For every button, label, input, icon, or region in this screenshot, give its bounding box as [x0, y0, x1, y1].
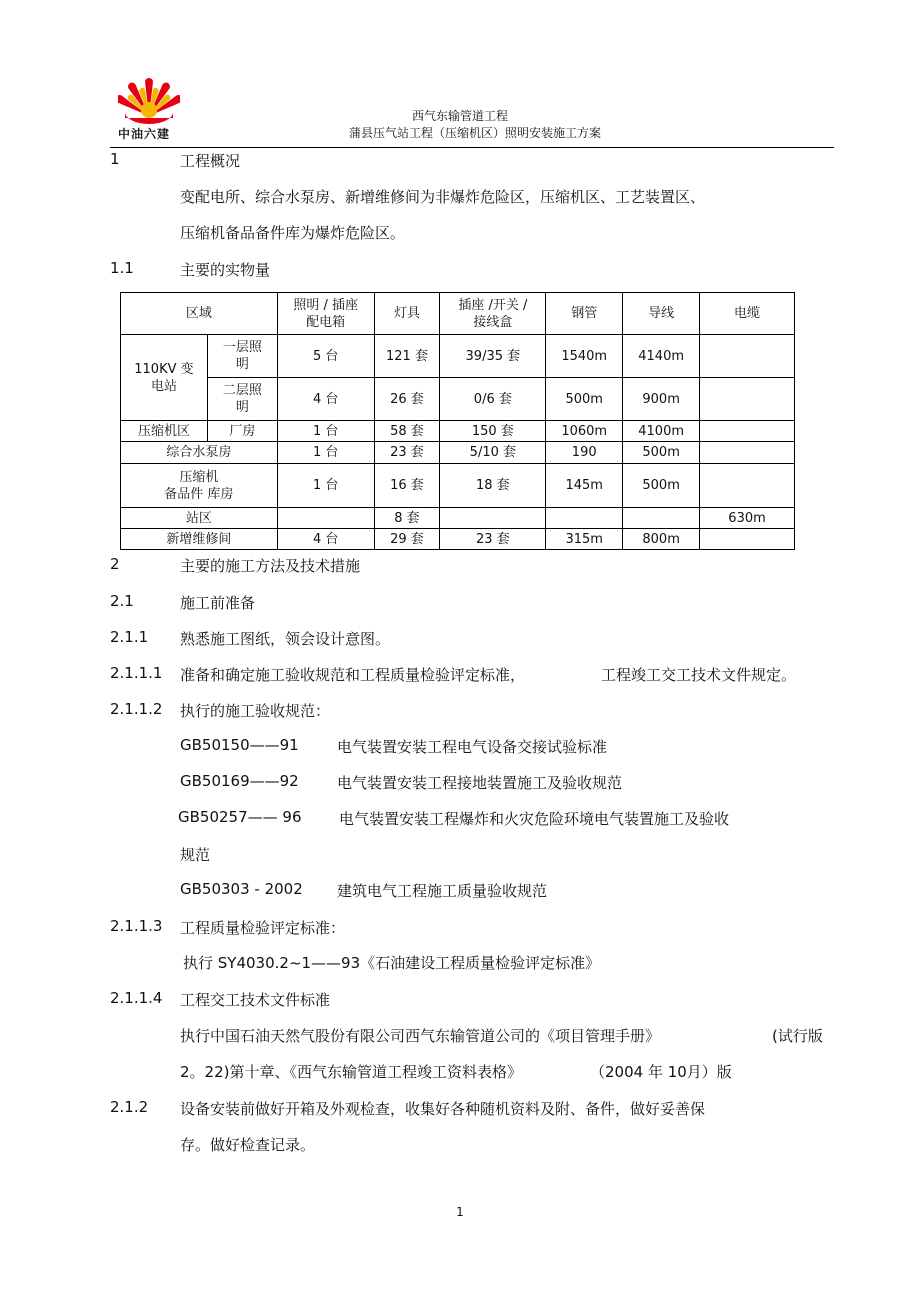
standard-desc: 建筑电气工程施工质量验收规范 [337, 882, 548, 900]
paragraph: 执行中国石油天然气股份有限公司西气东输管道公司的《项目管理手册》 [180, 1027, 661, 1045]
table-cell: 5/10 套 [440, 442, 546, 464]
section-number: 2.1.1.4 [110, 989, 163, 1007]
table-cell: 18 套 [440, 464, 546, 508]
table-header-row [121, 293, 795, 335]
table-cell: 630m [700, 508, 795, 529]
section-number: 2.1.2 [110, 1098, 149, 1116]
table-row [121, 442, 795, 464]
section-title: 工程概况 [180, 152, 241, 170]
table-cell: 500m [546, 378, 623, 421]
section-title-continued: 工程竣工交工技术文件规定。 [601, 666, 797, 684]
paragraph-continued: (试行版 [772, 1027, 823, 1045]
standard-code: GB50150——91 [180, 736, 299, 754]
table-cell: 综合水泵房 [121, 442, 278, 464]
paragraph: 存。做好检查记录。 [180, 1136, 316, 1154]
table-cell: 23 套 [374, 442, 440, 464]
logo-text: 中油六建 [118, 127, 171, 141]
table-cell: 23 套 [440, 529, 546, 550]
table-cell: 4 台 [277, 529, 374, 550]
section-number: 2 [110, 555, 120, 573]
section-number: 2.1.1.2 [110, 700, 163, 718]
section-title: 准备和确定施工验收规范和工程质量检验评定标准， [180, 666, 526, 684]
section-title: 施工前准备 [180, 594, 256, 612]
standard-code: GB50257—— 96 [178, 808, 302, 826]
table-cell: 500m [623, 464, 700, 508]
table-cell: 1 台 [277, 464, 374, 508]
table-cell: 0/6 套 [440, 378, 546, 421]
section-title: 执行的施工验收规范： [180, 702, 331, 720]
table-cell: 站区 [121, 508, 278, 529]
header-rule [110, 147, 834, 148]
table-cell: 190 [546, 442, 623, 464]
table-cell [700, 378, 795, 421]
header-cell: 区域 [121, 293, 278, 335]
paragraph-continued: （2004 年 10月）版 [590, 1063, 732, 1081]
header-line-2: 蒲县压气站工程（压缩机区）照明安装施工方案 [348, 126, 601, 140]
table-cell [700, 529, 795, 550]
table-cell: 1540m [546, 335, 623, 378]
table-cell: 4100m [623, 421, 700, 442]
table-cell [700, 464, 795, 508]
section-title: 主要的施工方法及技术措施 [180, 557, 361, 575]
section-number: 2.1 [110, 592, 134, 610]
section-title: 设备安装前做好开箱及外观检查，收集好各种随机资料及附、备件，做好妥善保 [180, 1100, 706, 1118]
table-cell: 二层照 明 [207, 378, 277, 421]
table-row [121, 335, 795, 378]
table-cell: 4 台 [277, 378, 374, 421]
table-cell: 1060m [546, 421, 623, 442]
table-cell: 4140m [623, 335, 700, 378]
table-cell [700, 442, 795, 464]
table-cell: 8 套 [374, 508, 440, 529]
section-title: 工程质量检验评定标准： [180, 919, 346, 937]
paragraph: 2。22)第十章、《西气东输管道工程竣工资料表格》 [180, 1063, 522, 1081]
table-row [121, 464, 795, 508]
table-cell [440, 508, 546, 529]
table-cell [700, 421, 795, 442]
table-cell: 压缩机 备品件 库房 [121, 464, 278, 508]
table-cell: 26 套 [374, 378, 440, 421]
table-cell: 压缩机区 [121, 421, 208, 442]
standard-code: GB50303 - 2002 [180, 880, 303, 898]
header-cell: 导线 [623, 293, 700, 335]
table-cell [546, 508, 623, 529]
table-cell: 1 台 [277, 421, 374, 442]
section-title: 工程交工技术文件标准 [180, 991, 331, 1009]
table-cell: 1 台 [277, 442, 374, 464]
page-number: 1 [456, 1205, 464, 1219]
table-cell: 500m [623, 442, 700, 464]
header-cell: 钢管 [546, 293, 623, 335]
section-number: 2.1.1.3 [110, 917, 163, 935]
table-cell: 新增维修间 [121, 529, 278, 550]
quantity-table [120, 292, 795, 550]
table-cell: 145m [546, 464, 623, 508]
header-cell: 插座 /开关 / 接线盒 [440, 293, 546, 335]
header-cell: 灯具 [374, 293, 440, 335]
standard-code: GB50169——92 [180, 772, 299, 790]
header-cell: 照明 / 插座 配电箱 [277, 293, 374, 335]
table-row [121, 421, 795, 442]
standard-desc: 电气装置安装工程电气设备交接试验标准 [337, 738, 608, 756]
section-number: 1.1 [110, 259, 134, 277]
header-cell: 电缆 [700, 293, 795, 335]
table-row [121, 378, 795, 421]
paragraph: 规范 [180, 846, 211, 864]
paragraph: 执行 SY4030.2~1——93《石油建设工程质量检验评定标准》 [183, 954, 601, 972]
table-cell: 121 套 [374, 335, 440, 378]
section-number: 2.1.1.1 [110, 664, 163, 682]
section-number: 2.1.1 [110, 628, 149, 646]
table-cell [277, 508, 374, 529]
table-cell: 58 套 [374, 421, 440, 442]
table-cell: 150 套 [440, 421, 546, 442]
paragraph: 变配电所、综合水泵房、新增维修间为非爆炸危险区，压缩机区、工艺装置区、 [180, 188, 706, 206]
table-cell: 厂房 [207, 421, 277, 442]
table-cell [623, 508, 700, 529]
table-cell: 39/35 套 [440, 335, 546, 378]
table-cell: 29 套 [374, 529, 440, 550]
table-cell: 900m [623, 378, 700, 421]
section-title: 熟悉施工图纸，领会设计意图。 [180, 630, 391, 648]
table-cell: 315m [546, 529, 623, 550]
table-row [121, 508, 795, 529]
section-title: 主要的实物量 [180, 261, 271, 279]
paragraph: 压缩机备品备件库为爆炸危险区。 [180, 224, 406, 242]
table-cell: 16 套 [374, 464, 440, 508]
table-cell: 一层照 明 [207, 335, 277, 378]
table-cell: 800m [623, 529, 700, 550]
table-row [121, 529, 795, 550]
table-cell [700, 335, 795, 378]
section-number: 1 [110, 150, 120, 168]
table-cell: 5 台 [277, 335, 374, 378]
standard-desc: 电气装置安装工程接地装置施工及验收规范 [337, 774, 623, 792]
standard-desc: 电气装置安装工程爆炸和火灾危险环境电气装置施工及验收 [339, 810, 730, 828]
header-line-1: 西气东输管道工程 [411, 109, 508, 123]
table-cell: 110KV 变 电站 [121, 335, 208, 421]
